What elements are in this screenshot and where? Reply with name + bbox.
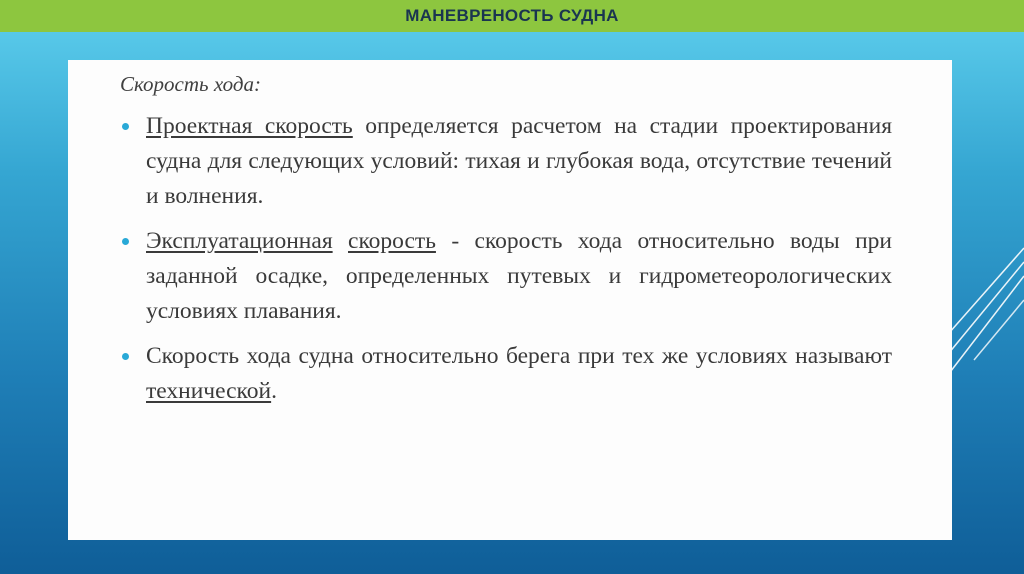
term-underlined: Проектная скорость — [146, 113, 353, 139]
bullet-list — [120, 109, 892, 409]
slide-text — [120, 72, 892, 419]
bullet-text: - скорость хода относительно воды при заданной осадке, определенных путевых и гидрометеорологических условиях плавания. — [146, 228, 893, 324]
bullet-icon — [122, 238, 129, 245]
term-gap — [333, 228, 348, 254]
slide-heading: Скорость хода: — [120, 72, 261, 96]
list-item — [120, 109, 892, 214]
bullet-end: . — [271, 378, 277, 404]
content-panel — [68, 60, 952, 540]
slide-title: МАНЕВРЕНОСТЬ СУДНА — [405, 6, 619, 25]
bullet-icon — [122, 353, 129, 360]
term-underlined: Эксплуатационная — [146, 228, 333, 254]
bullet-text: определяется расчетом на стадии проектирования судна для следующих условий: тихая и глубокая вода, отсутствие течений и волнения. — [146, 113, 893, 209]
title-bar — [0, 0, 1024, 32]
bullet-text: Скорость хода судна относительно берега при тех же условиях называют — [146, 343, 892, 369]
list-item — [120, 224, 892, 329]
term-underlined: скорость — [348, 228, 436, 254]
list-item — [120, 339, 892, 409]
term-underlined: технической — [146, 378, 272, 404]
bullet-icon — [122, 123, 129, 130]
